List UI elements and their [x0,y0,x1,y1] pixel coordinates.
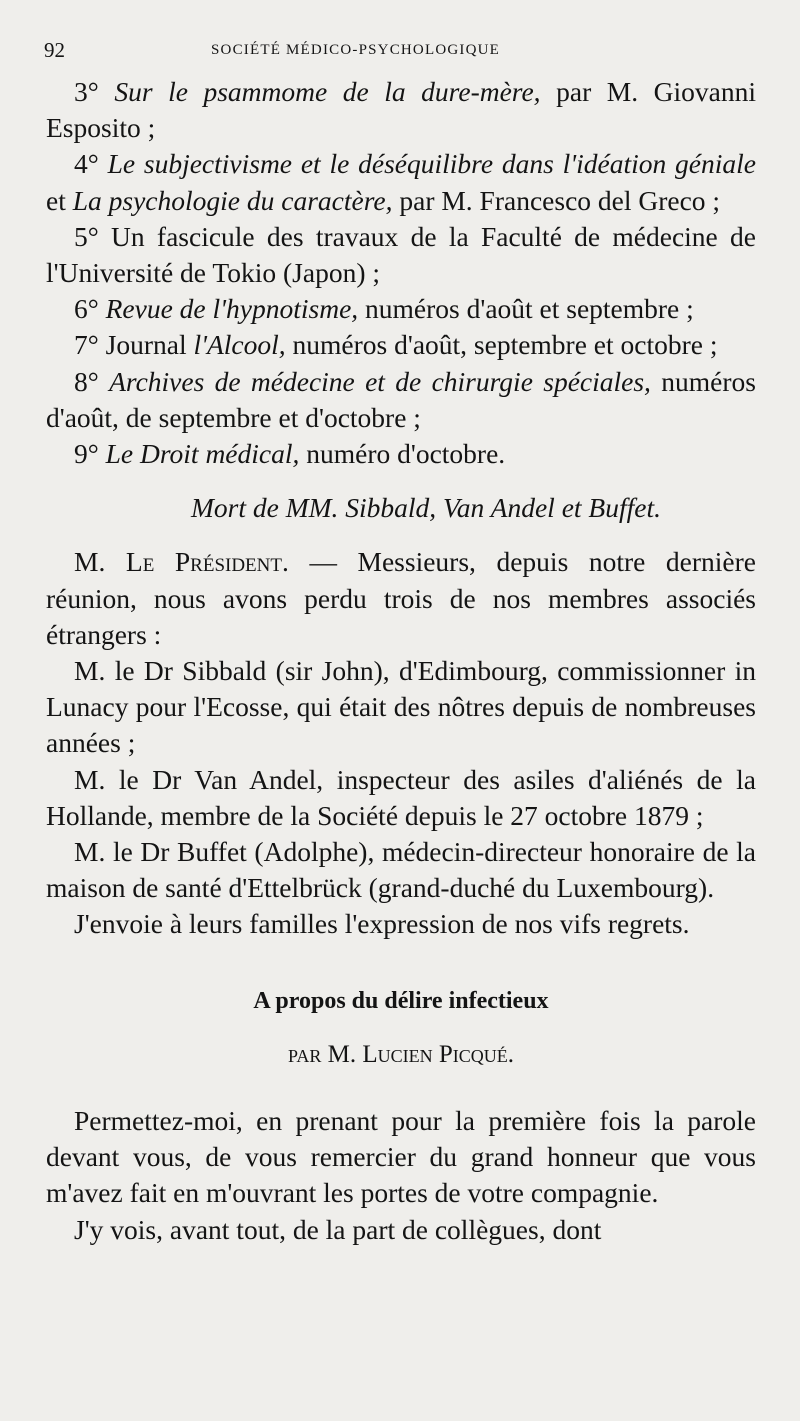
page-body [46,74,756,1248]
section-heading: Mort de MM. Sibbald, Van Andel et Buffet. [191,492,661,524]
member-entry: M. le Dr Buffet (Adolphe), médecin-directeur honoraire de la maison de santé d'Ettelbrück (grand-duché du Luxembourg). [46,836,756,904]
page-header [44,38,760,68]
list-item: 4° Le subjectivisme et le déséquilibre dans l'idéation géniale et La psychologie du caractère, par M. Francesco del Greco ; [46,148,757,216]
list-item: 7° Journal l'Alcool, numéros d'août, septembre et octobre ; [74,329,718,361]
running-title: SOCIÉTÉ MÉDICO-PSYCHOLOGIQUE [211,42,501,58]
body-paragraph: Permettez-moi, en prenant pour la première fois la parole devant vous, de vous remercier du grand honneur que vous m'avez fait en m'ouvrant les portes de votre compagnie. [46,1105,756,1209]
article-title: A propos du délire infectieux [253,987,549,1014]
list-item: 8° Archives de médecine et de chirurgie spéciales, numéros d'août, de septembre et d'octobre ; [46,365,756,433]
list-item: 3° Sur le psammome de la dure-mère, par M. Giovanni Esposito ; [46,76,756,144]
list-item: 6° Revue de l'hypnotisme, numéros d'août et septembre ; [74,293,694,325]
president-speech: M. Le Président. — Messieurs, depuis notre dernière réunion, nous avons perdu trois de nos membres associés étrangers : [46,546,756,650]
list-item: 9° Le Droit médical, numéro d'octobre. [74,438,506,470]
body-paragraph: J'y vois, avant tout, de la part de collègues, dont [74,1213,602,1245]
member-entry: M. le Dr Van Andel, inspecteur des asiles d'aliénés de la Hollande, membre de la Société depuis le 27 octobre 1879 ; [46,763,756,831]
speaker-label: M. Le Président. [74,546,289,578]
page-number: 92 [44,38,65,62]
condolence-paragraph: J'envoie à leurs familles l'expression de nos vifs regrets. [74,908,690,940]
list-item: 5° Un fascicule des travaux de la Faculté de médecine de l'Université de Tokio (Japon) ; [46,220,756,289]
article-author: par M. Lucien Picqué. [287,1040,514,1068]
member-entry: M. le Dr Sibbald (sir John), d'Edimbourg, commissionner in Lunacy pour l'Ecosse, qui était des nôtres depuis de nombreuses années ; [46,655,756,759]
